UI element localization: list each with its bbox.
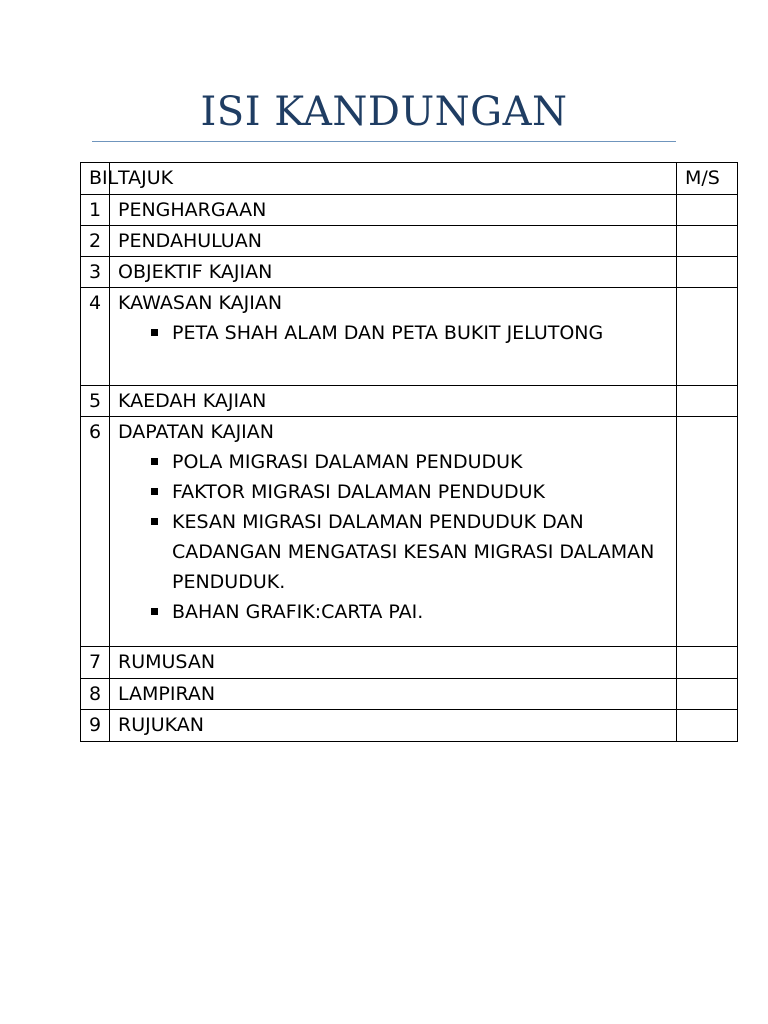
row-topic	[110, 417, 677, 647]
row-page	[677, 195, 738, 226]
row-number: 7	[81, 647, 110, 679]
contents-table	[80, 162, 738, 742]
row-number: 4	[81, 288, 110, 386]
square-bullet-icon	[151, 458, 158, 465]
row-page	[677, 710, 738, 742]
row-topic-label: DAPATAN KAJIAN	[118, 421, 274, 443]
row-topic: LAMPIRAN	[110, 679, 677, 710]
table-row	[81, 647, 738, 679]
header-ms: M/S	[677, 163, 738, 195]
sub-topic-list	[118, 318, 668, 348]
header-bil: BIL	[81, 163, 110, 195]
table-row	[81, 386, 738, 417]
sub-topic-text: PETA SHAH ALAM DAN PETA BUKIT JELUTONG	[172, 322, 604, 344]
sub-topic-item	[146, 447, 668, 477]
page-title: ISI KANDUNGAN	[200, 89, 568, 135]
row-page	[677, 647, 738, 679]
header-tajuk: TAJUK	[110, 163, 677, 195]
table-row	[81, 417, 738, 647]
square-bullet-icon	[151, 608, 158, 615]
row-number: 1	[81, 195, 110, 226]
sub-topic-text: KESAN MIGRASI DALAMAN PENDUDUK DAN CADANGAN MENGATASI KESAN MIGRASI DALAMAN PENDUDUK.	[172, 511, 655, 593]
row-topic: RUJUKAN	[110, 710, 677, 742]
row-topic: OBJEKTIF KAJIAN	[110, 257, 677, 288]
row-page	[677, 386, 738, 417]
row-topic-label: KAWASAN KAJIAN	[118, 292, 283, 314]
square-bullet-icon	[151, 518, 158, 525]
row-topic: RUMUSAN	[110, 647, 677, 679]
table-row	[81, 288, 738, 386]
table-row	[81, 710, 738, 742]
table-row	[81, 679, 738, 710]
sub-topic-item	[146, 507, 668, 597]
row-number: 8	[81, 679, 110, 710]
square-bullet-icon	[151, 329, 158, 336]
table-header-row	[81, 163, 738, 195]
sub-topic-text: BAHAN GRAFIK:CARTA PAI.	[172, 601, 424, 623]
sub-topic-item	[146, 477, 668, 507]
table-row	[81, 195, 738, 226]
row-topic: KAEDAH KAJIAN	[110, 386, 677, 417]
sub-topic-item	[146, 318, 668, 348]
row-number: 2	[81, 226, 110, 257]
title-divider	[92, 141, 676, 142]
table-row	[81, 226, 738, 257]
row-number: 5	[81, 386, 110, 417]
row-number: 6	[81, 417, 110, 647]
sub-topic-text: FAKTOR MIGRASI DALAMAN PENDUDUK	[172, 481, 545, 503]
row-page	[677, 288, 738, 386]
sub-topic-text: POLA MIGRASI DALAMAN PENDUDUK	[172, 451, 523, 473]
sub-topic-list	[118, 447, 668, 627]
row-topic: PENGHARGAAN	[110, 195, 677, 226]
row-page	[677, 417, 738, 647]
row-page	[677, 226, 738, 257]
row-topic: PENDAHULUAN	[110, 226, 677, 257]
row-page	[677, 257, 738, 288]
square-bullet-icon	[151, 488, 158, 495]
row-number: 9	[81, 710, 110, 742]
row-topic	[110, 288, 677, 386]
row-page	[677, 679, 738, 710]
row-number: 3	[81, 257, 110, 288]
sub-topic-item	[146, 597, 668, 627]
table-row	[81, 257, 738, 288]
